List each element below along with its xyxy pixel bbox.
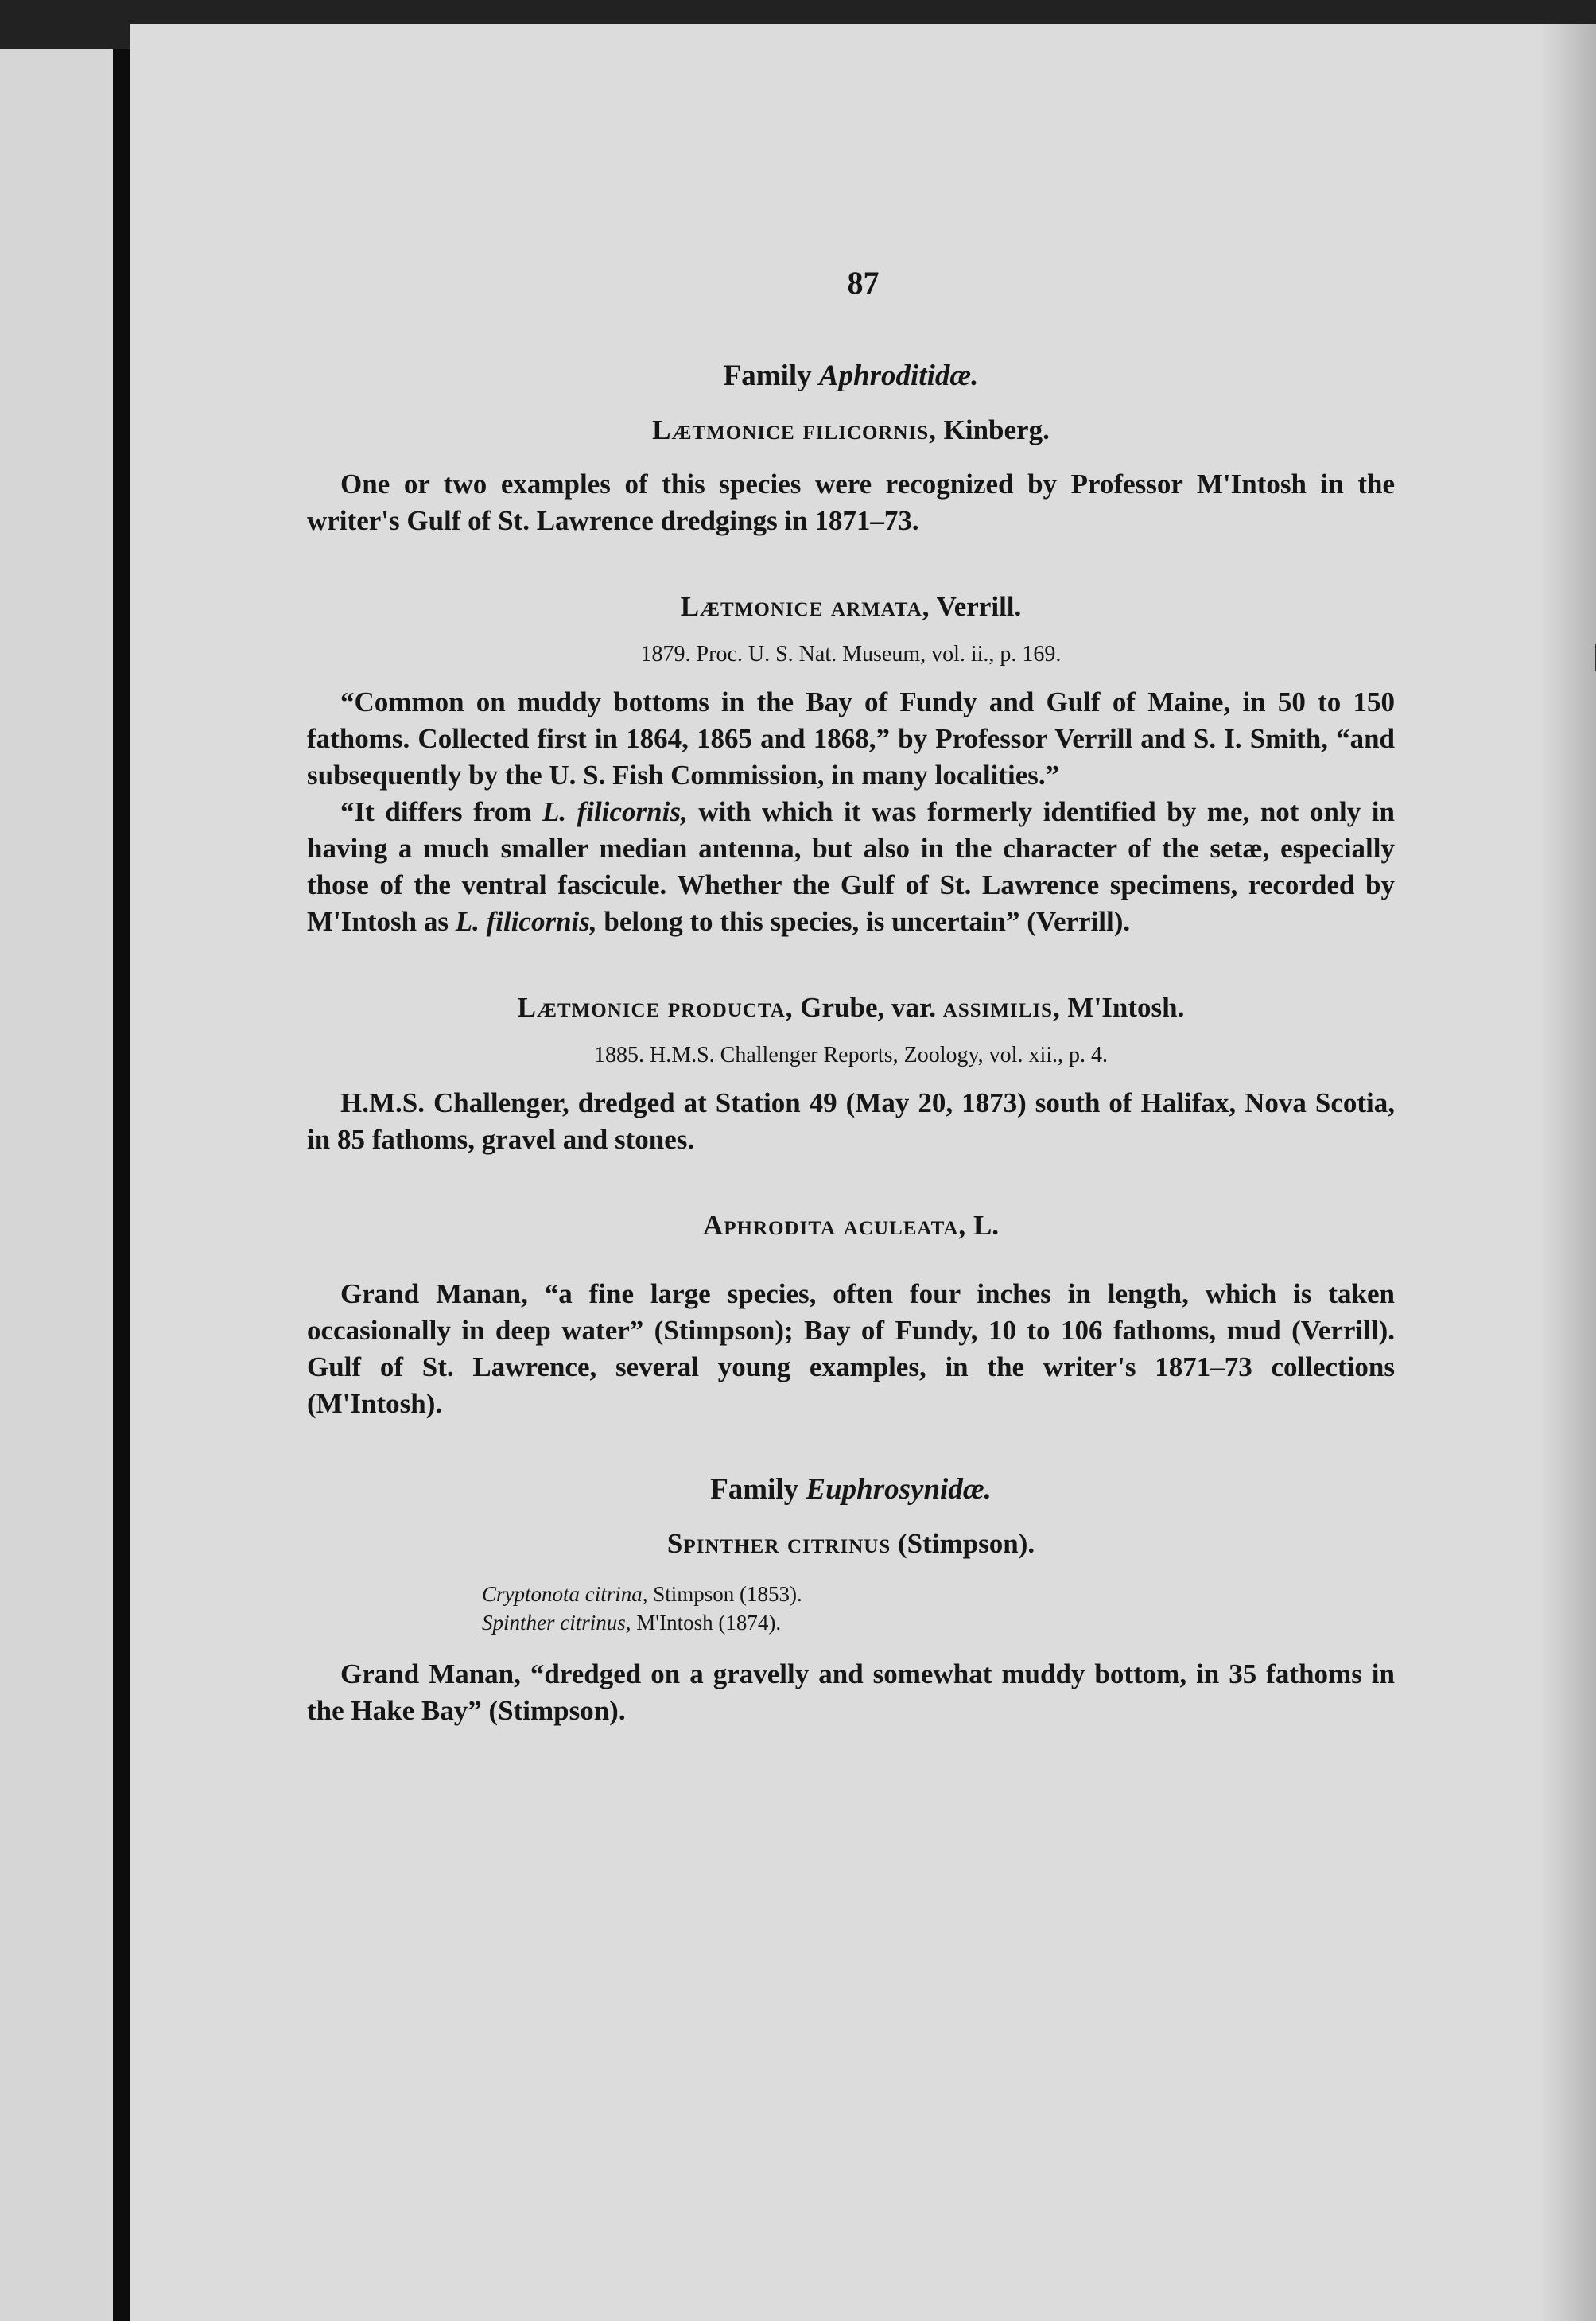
species-description: One or two examples of this species were recognized by Professor M'Intosh in the writer's Gulf of St. Lawrence dredgings in 1871–73. [307,468,1395,536]
facing-page-edge [0,49,113,2321]
species-description: “It differs from L. filicornis, with which it was formerly identified by me, not only in having a much smaller median antenna, but also in the character of the setæ, especially those of the ventral fascicule. Whether the Gulf of St. Lawrence specimens, recorded by M'Intosh as L. filicornis, belong to this species, is uncertain” (Verrill). [307,796,1395,937]
species-heading-laetmonice-producta: Lætmonice producta, Grube, var. assimilis, M'Intosh. [517,992,1185,1023]
book-page [130,24,1596,2321]
page-number: 87 [847,265,880,301]
synonym-line: Cryptonota citrina, Stimpson (1853). [482,1582,802,1606]
page-gutter [113,49,130,2321]
species-description: “Common on muddy bottoms in the Bay of Fundy and Gulf of Maine, in 50 to 150 fathoms. Collected first in 1864, 1865 and 1868,” by Professor Verrill and S. I. Smith, “and subsequently by the U. S. Fish Commission, in many localities.” [307,686,1395,791]
species-heading-laetmonice-filicornis: Lætmonice filicornis, Kinberg. [652,414,1050,445]
species-description: Grand Manan, “dredged on a gravelly and somewhat muddy bottom, in 35 fathoms in the Hake Bay” (Stimpson). [307,1658,1395,1726]
species-heading-aphrodita-aculeata: Aphrodita aculeata, L. [702,1210,1000,1241]
synonym-line: Spinther citrinus, M'Intosh (1874). [482,1611,782,1635]
bibliographic-reference: 1879. Proc. U. S. Nat. Museum, vol. ii., p. 169. [640,642,1062,667]
synonymy-list [482,1580,1395,1637]
family-heading-euphrosynidae: Family Euphrosynidæ. [710,1473,992,1506]
species-description: Grand Manan, “a fine large species, often four inches in length, which is taken occasionally in deep water” (Stimpson); Bay of Fundy, 10 to 106 fathoms, mud (Verrill). Gulf of St. Lawrence, several young examples, in the writer's 1871–73 collections (M'Intosh). [307,1278,1395,1419]
species-heading-laetmonice-armata: Lætmonice armata, Verrill. [680,591,1022,622]
species-heading-spinther-citrinus: Spinther citrinus (Stimpson). [666,1528,1035,1559]
page-body [307,358,1395,1729]
species-description: H.M.S. Challenger, dredged at Station 49 (May 20, 1873) south of Halifax, Nova Scotia, in 85 fathoms, gravel and stones. [307,1087,1395,1155]
page-shadow [1540,24,1596,2321]
family-heading-aphroditidae: Family Aphroditidæ. [723,360,979,392]
bibliographic-reference: 1885. H.M.S. Challenger Reports, Zoology, vol. xii., p. 4. [593,1043,1109,1067]
